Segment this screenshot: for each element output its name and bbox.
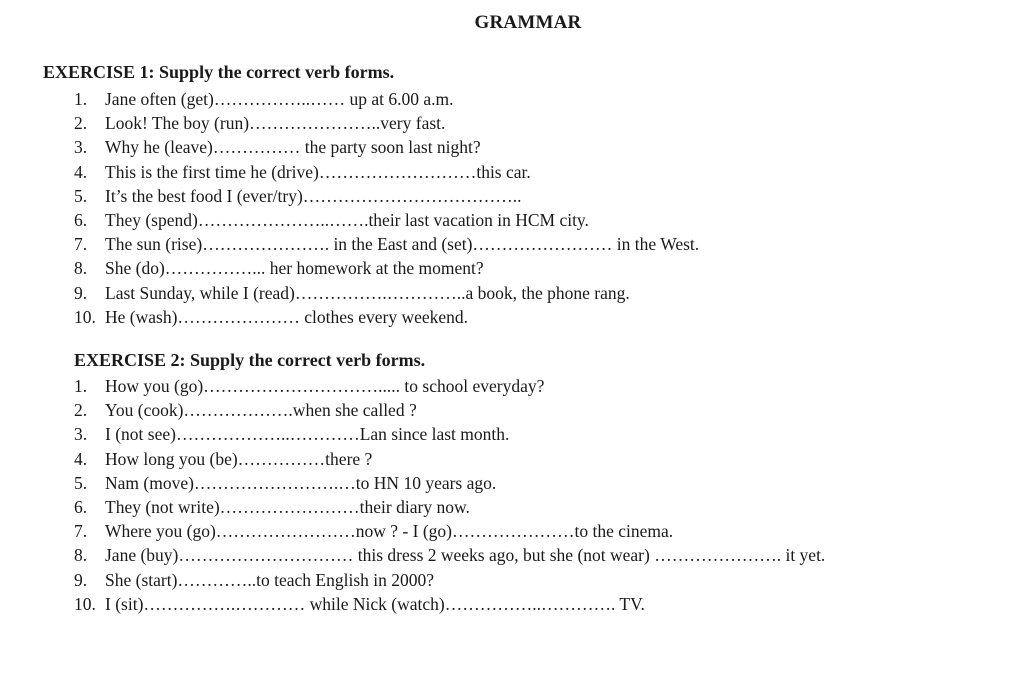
- item-number: 5.: [74, 185, 88, 206]
- exercise-2-item: [74, 568, 825, 592]
- exercise-2-item: [74, 422, 825, 446]
- exercise-1-item: [74, 305, 699, 329]
- item-text: This is the first time he (drive)………………………this car.: [105, 161, 531, 182]
- item-number: 3.: [74, 424, 88, 445]
- item-number: 10.: [74, 306, 96, 327]
- exercise-1-list: [74, 87, 699, 329]
- item-text: How long you (be)……………there ?: [105, 448, 373, 469]
- item-number: 8.: [74, 545, 88, 566]
- exercise-2-item: [74, 592, 825, 616]
- item-text: The sun (rise)…………………. in the East and (set)…………………… in the West.: [105, 234, 700, 255]
- item-number: 4.: [74, 161, 88, 182]
- item-number: 4.: [74, 448, 88, 469]
- item-number: 6.: [74, 496, 88, 517]
- exercise-1-item: [74, 160, 699, 184]
- item-number: 1.: [74, 376, 88, 396]
- item-number: 7.: [74, 521, 88, 542]
- exercise-1-item: [74, 232, 699, 256]
- item-text: They (not write)……………………their diary now.: [105, 496, 470, 517]
- item-text: It’s the best food I (ever/try)………………………………..: [105, 185, 522, 206]
- exercise-2-item: [74, 374, 825, 398]
- exercise-2-item: [74, 519, 825, 543]
- item-text: Why he (leave)…………… the party soon last night?: [105, 137, 481, 158]
- item-text: Jane (buy)………………………… this dress 2 weeks ago, but she (not wear) …………………. it yet.: [105, 545, 826, 566]
- exercise-1-item: [74, 135, 699, 159]
- exercise-2-item: [74, 471, 825, 495]
- item-number: 8.: [74, 258, 88, 279]
- exercise-1-heading: EXERCISE 1: Supply the correct verb forms.: [43, 62, 395, 82]
- item-number: 5.: [74, 472, 88, 493]
- exercise-1-item: [74, 111, 699, 135]
- item-number: 2.: [74, 113, 88, 134]
- item-text: Nam (move)…………………….…to HN 10 years ago.: [105, 472, 497, 493]
- item-number: 6.: [74, 209, 88, 230]
- exercise-1-item: [74, 281, 699, 305]
- exercise-2-heading: EXERCISE 2: Supply the correct verb forms.: [74, 350, 426, 370]
- exercise-2-item: [74, 543, 825, 567]
- item-text: I (not see)………………..…………Lan since last month.: [105, 424, 510, 445]
- item-text: He (wash)………………… clothes every weekend.: [105, 306, 469, 327]
- exercise-2-list: [74, 374, 825, 616]
- exercise-1-item: [74, 184, 699, 208]
- item-text: She (do)……………... her homework at the moment?: [105, 258, 484, 279]
- item-text: Where you (go)……………………now ? - I (go)…………………to the cinema.: [105, 521, 674, 542]
- exercise-2-item: [74, 398, 825, 422]
- item-number: 9.: [74, 282, 88, 303]
- item-number: 7.: [74, 234, 88, 255]
- item-number: 2.: [74, 400, 88, 421]
- item-text: Look! The boy (run)…………………..very fast.: [105, 113, 446, 134]
- exercise-2-item: [74, 495, 825, 519]
- exercise-1-item: [74, 87, 699, 111]
- item-number: 3.: [74, 137, 88, 158]
- item-text: You (cook)……………….when she called ?: [105, 400, 417, 421]
- exercise-1-item: [74, 256, 699, 280]
- item-text: I (sit)…………….………… while Nick (watch)……………..…………. TV.: [105, 593, 645, 614]
- item-number: 10.: [74, 593, 96, 614]
- item-text: Jane often (get)……………..…… up at 6.00 a.m.: [105, 89, 454, 109]
- item-number: 1.: [74, 89, 88, 109]
- item-text: How you (go)…………………………..... to school everyday?: [105, 376, 545, 396]
- exercise-1-item: [74, 208, 699, 232]
- item-text: They (spend)…………………..…….their last vacation in HCM city.: [105, 209, 589, 230]
- item-number: 9.: [74, 569, 88, 590]
- item-text: Last Sunday, while I (read)…………….…………..a book, the phone rang.: [105, 282, 630, 303]
- exercise-2-item: [74, 447, 825, 471]
- item-text: She (start)…………..to teach English in 2000?: [105, 569, 435, 590]
- page-title: GRAMMAR: [474, 12, 582, 33]
